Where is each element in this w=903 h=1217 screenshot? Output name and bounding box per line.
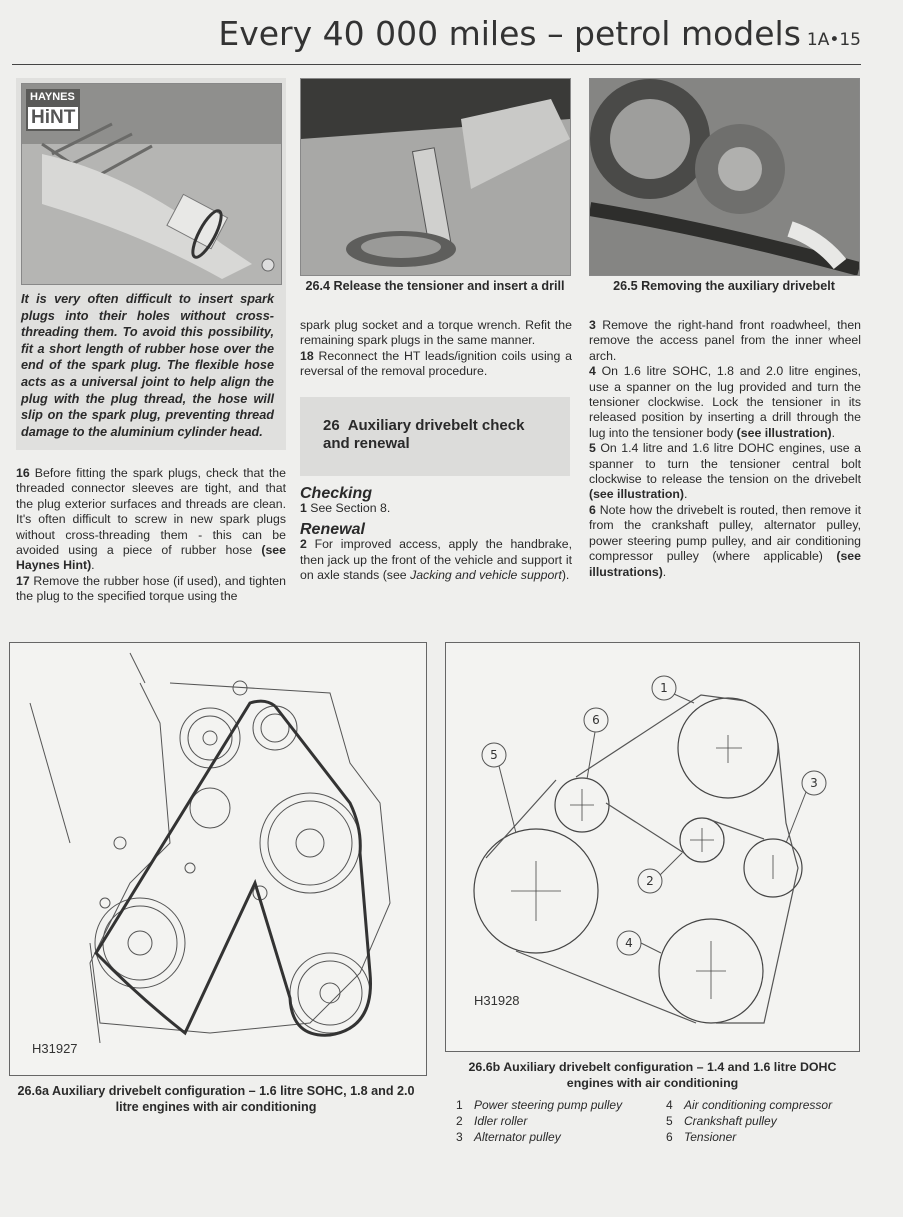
legend-item <box>456 1129 656 1145</box>
paragraph-2 <box>300 537 572 583</box>
legend-text: Air conditioning compressor <box>684 1098 833 1112</box>
legend-num: 4 <box>666 1098 673 1112</box>
para-text: Note how the drivebelt is routed, then remove it from the crankshaft pulley, alternator pulley, power steering pump pulley, and air conditioning compressor pulley (where applicable) <box>589 502 861 564</box>
legend-item <box>666 1097 866 1113</box>
hint-photo <box>21 83 282 285</box>
page-number: 1A•15 <box>806 30 861 50</box>
paragraph-16 <box>16 466 286 574</box>
legend-num: 3 <box>456 1130 463 1144</box>
dohc-drivebelt-diagram <box>446 643 859 1051</box>
para-num: 1 <box>300 501 307 516</box>
para-ref: (see illustrations) <box>589 549 861 579</box>
title-rule <box>12 64 861 65</box>
figure-b-code: H31928 <box>474 993 520 1008</box>
legend-text: Alternator pulley <box>474 1130 561 1144</box>
paragraph-17 <box>16 574 286 605</box>
legend-item <box>666 1129 866 1145</box>
callout-5: 5 <box>490 748 498 762</box>
para-text: Before fitting the spark plugs, check that the threaded connector sleeves are tight, and that the plug exterior surfaces and threads are clean. It's often difficult to screw in new spark plugs without cross-threading them - this can be avoided using a piece of rubber hose <box>16 466 286 558</box>
figure-26-6a-caption: 26.6a Auxiliary drivebelt configuration – 1.6 litre SOHC, 1.8 and 2.0 litre engines with air conditioning <box>17 1084 415 1114</box>
para-num: 16 <box>16 466 30 480</box>
drivebelt-photo-graphic <box>590 79 859 275</box>
para-text: Remove the right-hand front roadwheel, then remove the access panel from the inner wheel arch. <box>589 318 861 363</box>
paragraph-6 <box>589 503 861 580</box>
para-num: 3 <box>589 318 596 332</box>
callout-6: 6 <box>592 713 600 727</box>
para-ref: (see Haynes Hint) <box>16 543 286 573</box>
para-num: 2 <box>300 537 307 552</box>
tensioner-photo-graphic <box>301 79 570 275</box>
legend-text: Power steering pump pulley <box>474 1098 623 1112</box>
section-26-title <box>323 417 553 453</box>
paragraph-5 <box>589 441 861 503</box>
para-text: Remove the rubber hose (if used), and tighten the plug to the specified torque using the <box>16 573 286 604</box>
legend-item <box>456 1097 656 1113</box>
figure-b-legend-left <box>456 1097 656 1145</box>
callout-4: 4 <box>625 936 633 950</box>
badge-hint: HiNT <box>26 105 80 131</box>
para-ref: Jacking and vehicle support <box>410 568 562 583</box>
legend-num: 1 <box>456 1098 463 1112</box>
callout-1: 1 <box>660 681 668 695</box>
para-text: Reconnect the HT leads/ignition coils using a reversal of the removal procedure. <box>300 348 572 379</box>
callout-2: 2 <box>646 874 654 888</box>
para-text: See Section 8. <box>306 501 391 516</box>
figure-26-6a <box>9 642 427 1076</box>
para-num: 18 <box>300 348 314 363</box>
para-ref: (see illustration) <box>589 487 684 502</box>
para-end: . <box>662 564 667 579</box>
section-number: 26 <box>323 417 340 434</box>
column-2-lower <box>300 486 572 583</box>
spark-plug-continued: spark plug socket and a torque wrench. Refit the remaining spark plugs in the same manner. <box>300 318 572 348</box>
haynes-hint-badge <box>26 89 80 131</box>
sohc-drivebelt-diagram <box>10 643 426 1075</box>
para-end: . <box>831 425 836 440</box>
renewal-heading: Renewal <box>300 520 365 538</box>
legend-num: 5 <box>666 1114 673 1128</box>
para-num: 5 <box>589 441 596 456</box>
para-ref: (see illustration) <box>736 425 832 440</box>
para-num: 17 <box>16 573 30 588</box>
badge-haynes: HAYNES <box>26 89 80 105</box>
callout-3: 3 <box>810 776 818 790</box>
column-2-text <box>300 318 572 380</box>
legend-item <box>666 1113 866 1129</box>
column-1-text <box>16 466 286 605</box>
para-end: . <box>683 487 688 502</box>
para-end: ). <box>561 568 570 583</box>
figure-26-6b <box>445 642 860 1052</box>
legend-text: Crankshaft pulley <box>684 1114 777 1128</box>
column-3-text <box>589 318 861 580</box>
para-text: On 1.4 litre and 1.6 litre DOHC engines, use a spanner to turn the tensioner central bolt clockwise to release the tension on the drivebelt <box>589 441 861 487</box>
legend-text: Tensioner <box>684 1130 737 1144</box>
photo-26-5 <box>589 78 860 276</box>
photo-26-4 <box>300 78 571 276</box>
paragraph-4 <box>589 364 861 441</box>
photo-26-4-caption: 26.4 Release the tensioner and insert a drill <box>305 279 565 293</box>
para-end: . <box>91 558 95 573</box>
figure-a-code: H31927 <box>32 1041 78 1056</box>
photo-26-5-caption: 26.5 Removing the auxiliary drivebelt <box>613 279 835 293</box>
hint-text: It is very often difficult to insert spark plugs into their holes without cross-threading them. To avoid this possibility, fit a short length of rubber hose over the end of the spark plug. The flexible hose acts as a universal joint to help align the plug with the plug thread, the hose will slip on the spark plug, preventing thread damage to the aluminium cylinder head. <box>21 292 274 439</box>
figure-b-legend-right <box>666 1097 866 1145</box>
figure-26-6b-caption: 26.6b Auxiliary drivebelt configuration – 1.4 and 1.6 litre DOHC engines with air conditioning <box>468 1060 837 1090</box>
checking-heading: Checking <box>300 485 373 502</box>
legend-text: Idler roller <box>474 1114 528 1128</box>
para-num: 6 <box>589 502 596 517</box>
legend-num: 2 <box>456 1114 463 1128</box>
section-title-text: Auxiliary drivebelt check and renewal <box>323 417 525 452</box>
paragraph-1 <box>300 501 572 516</box>
page-title <box>218 14 861 53</box>
page-title-text: Every 40 000 miles – petrol models <box>218 14 801 53</box>
para-text: For improved access, apply the handbrake, then jack up the front of the vehicle and support it on axle stands (see <box>300 537 572 583</box>
legend-item <box>456 1113 656 1129</box>
legend-num: 6 <box>666 1130 673 1144</box>
paragraph-3 <box>589 318 861 364</box>
para-text: On 1.6 litre SOHC, 1.8 and 2.0 litre engines, use a spanner on the lug provided and turn the tensioner clockwise. Lock the tensioner in its released position by inserting a drill through the lug into the tensioner body <box>589 364 861 440</box>
para-num: 4 <box>589 364 596 379</box>
paragraph-18 <box>300 349 572 380</box>
